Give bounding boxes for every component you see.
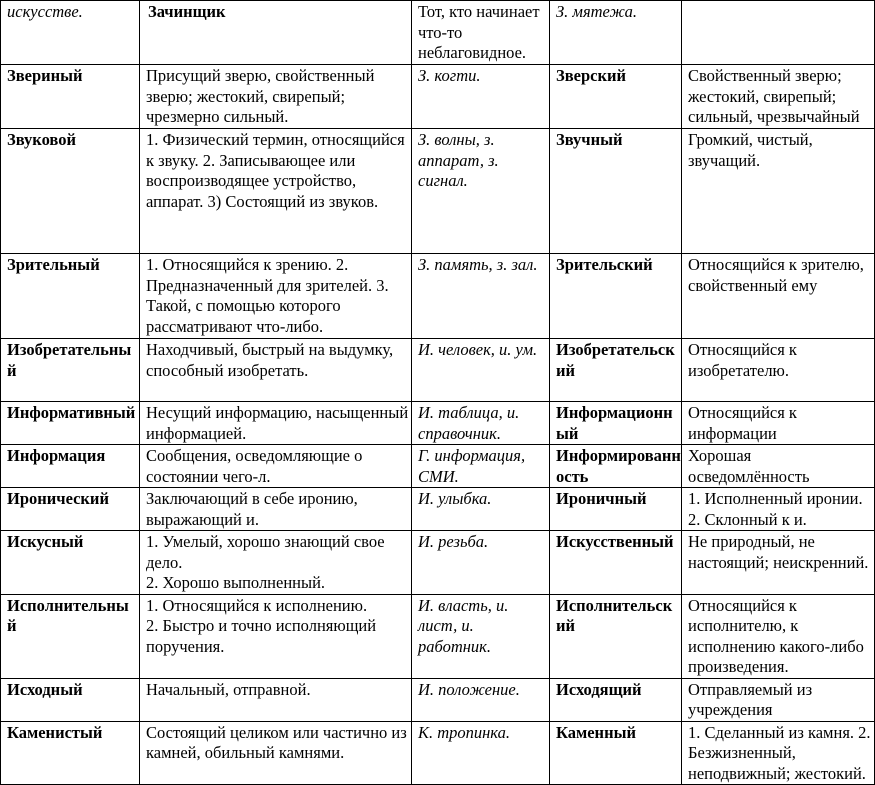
paronym-word-1: Зрительный: [1, 254, 140, 339]
definition-2: Свойственный зверю; жестокий, свирепый; сильный, чрезвычайный: [682, 65, 875, 129]
definition-2: Громкий, чистый, звучащий.: [682, 129, 875, 254]
definition-2: Относящийся к информации: [682, 402, 875, 445]
example-1: И. власть, и. лист, и. работник.: [412, 594, 550, 678]
paronym-word-1: Информативный: [1, 402, 140, 445]
example-1: З. волны, з. аппарат, з. сигнал.: [412, 129, 550, 254]
example-1: К. тропинка.: [412, 721, 550, 785]
paronym-word-2: Звучный: [550, 129, 682, 254]
definition-1: 1. Физический термин, относящийся к звуку. 2. Записывающее или воспроизводящее устройство, аппарат. 3) Состоящий из звуков.: [140, 129, 412, 254]
paronym-word-1: Искусный: [1, 531, 140, 595]
definition-1: Несущий информацию, насыщенный информацией.: [140, 402, 412, 445]
table-row: [1, 531, 875, 595]
paronym-word-2: Ироничный: [550, 488, 682, 531]
example-1: И. человек, и. ум.: [412, 339, 550, 402]
example-1: И. резьба.: [412, 531, 550, 595]
paronym-word-2: Зрительский: [550, 254, 682, 339]
paronym-word-1: Иронический: [1, 488, 140, 531]
paronym-word-1: Звериный: [1, 65, 140, 129]
example-1: Г. информация, СМИ.: [412, 445, 550, 488]
table-row: [1, 721, 875, 785]
paronym-word-2: Искусственный: [550, 531, 682, 595]
table-row: [1, 402, 875, 445]
paronym-word-1: Исполнительный: [1, 594, 140, 678]
definition-2: Относящийся к изобретателю.: [682, 339, 875, 402]
definition-2: Относящийся к исполнителю, к исполнению какого-либо произведения.: [682, 594, 875, 678]
definition-1: Состоящий целиком или частично из камней, обильный камнями.: [140, 721, 412, 785]
table-row: [1, 339, 875, 402]
definition-2: 1. Сделанный из камня. 2. Безжизненный, неподвижный; жестокий.: [682, 721, 875, 785]
cell-top-1: искусстве.: [1, 1, 140, 65]
definition-1: 1. Относящийся к исполнению. 2. Быстро и точно исполняющий поручения.: [140, 594, 412, 678]
table-row: [1, 488, 875, 531]
table-row: [1, 129, 875, 254]
definition-2: Не природный, не настоящий; неискренний.: [682, 531, 875, 595]
definition-1: Начальный, отправной.: [140, 678, 412, 721]
definition-1: Заключающий в себе иронию, выражающий и.: [140, 488, 412, 531]
example-1: И. положение.: [412, 678, 550, 721]
definition-2: Относящийся к зрителю, свойственный ему: [682, 254, 875, 339]
paronym-word-1: Исходный: [1, 678, 140, 721]
table-row: [1, 254, 875, 339]
example-1: З. память, з. зал.: [412, 254, 550, 339]
paronym-word-2: Каменный: [550, 721, 682, 785]
cell-top-empty: [682, 1, 875, 65]
table-body: [1, 65, 875, 785]
paronym-word-1: Звуковой: [1, 129, 140, 254]
definition-1: 1. Умелый, хорошо знающий свое дело. 2. Хорошо выполненный.: [140, 531, 412, 595]
paronym-word-2: Информированность: [550, 445, 682, 488]
example-1: И. таблица, и. справочник.: [412, 402, 550, 445]
definition-1: Присущий зверю, свойственный зверю; жестокий, свирепый; чрезмерно сильный.: [140, 65, 412, 129]
definition-2: 1. Исполненный иронии. 2. Склонный к и.: [682, 488, 875, 531]
definition-1: 1. Относящийся к зрению. 2. Предназначенный для зрителей. 3. Такой, с помощью которого рассматривают что-либо.: [140, 254, 412, 339]
table-row: [1, 65, 875, 129]
paronym-word-1: Изобретательный: [1, 339, 140, 402]
example-1: З. когти.: [412, 65, 550, 129]
definition-1: Сообщения, осведомляющие о состоянии чего-л.: [140, 445, 412, 488]
cell-top-word: Зачинщик: [140, 1, 412, 65]
table-row: [1, 594, 875, 678]
cell-top-example: З. мятежа.: [550, 1, 682, 65]
definition-2: Отправляемый из учреждения: [682, 678, 875, 721]
example-1: И. улыбка.: [412, 488, 550, 531]
paronym-word-2: Изобретательский: [550, 339, 682, 402]
table-row-top: [1, 1, 875, 65]
paronym-word-2: Исходящий: [550, 678, 682, 721]
paronym-word-1: Каменистый: [1, 721, 140, 785]
paronym-word-2: Исполнительский: [550, 594, 682, 678]
table-row: [1, 678, 875, 721]
definition-1: Находчивый, быстрый на выдумку, способный изобретать.: [140, 339, 412, 402]
table-row: [1, 445, 875, 488]
paronym-word-1: Информация: [1, 445, 140, 488]
cell-top-definition: Тот, кто начинает что-то неблаговидное.: [412, 1, 550, 65]
paronym-word-2: Зверский: [550, 65, 682, 129]
paronym-word-2: Информационный: [550, 402, 682, 445]
definition-2: Хорошая осведомлённость: [682, 445, 875, 488]
